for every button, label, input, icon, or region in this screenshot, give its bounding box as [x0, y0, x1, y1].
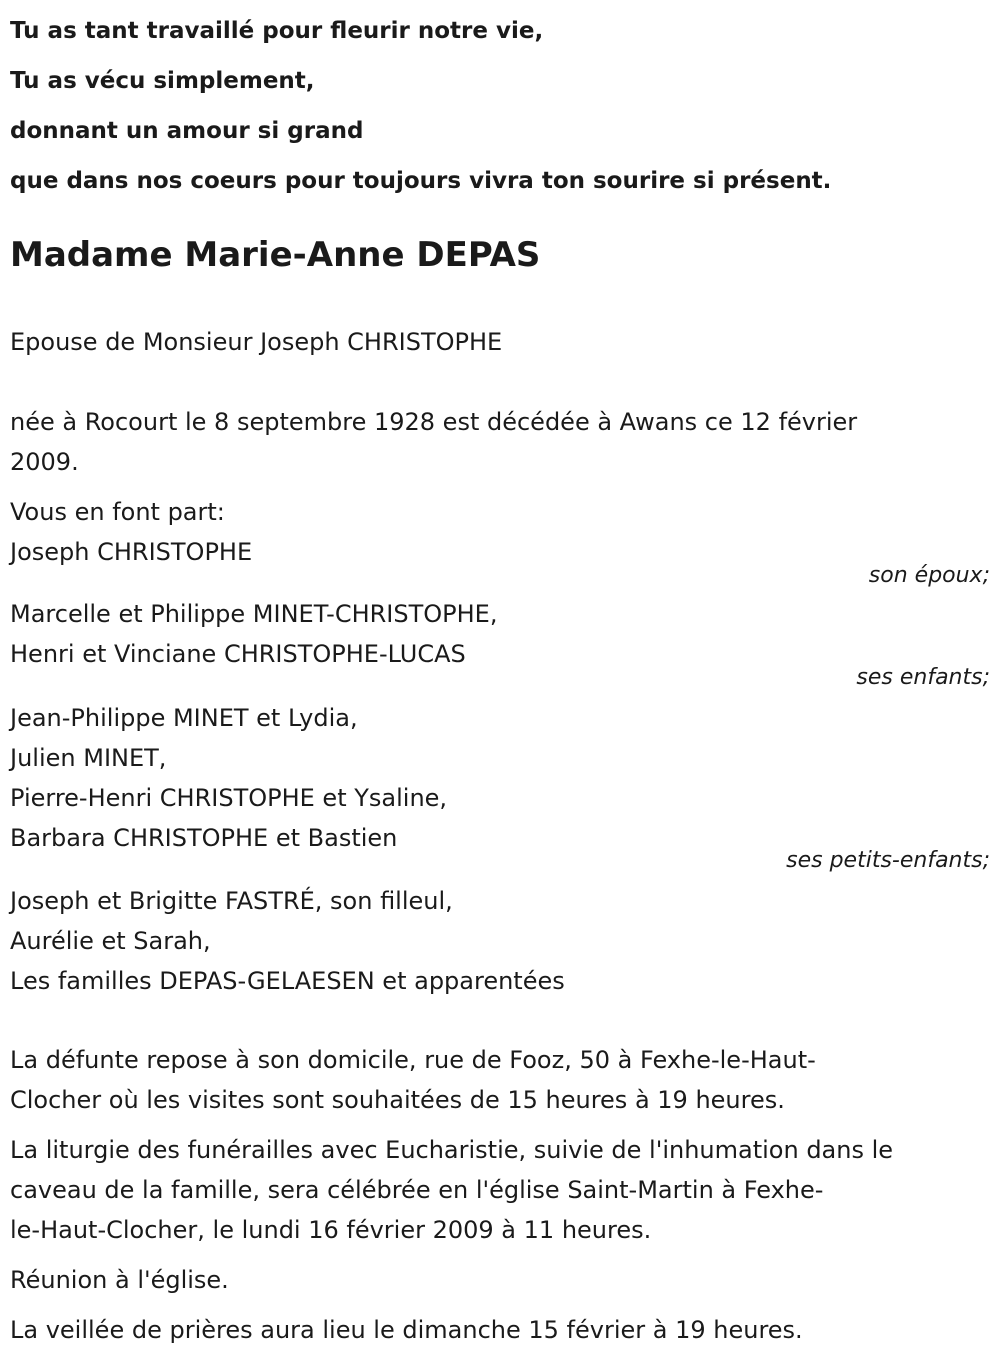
role-children: ses enfants;	[856, 665, 990, 690]
poem-line: donnant un amour si grand	[10, 118, 364, 144]
liturgy-info: La liturgie des funérailles avec Eucharistie, suivie de l'inhumation dans le caveau de la famille, sera célébrée en l'église Saint-Martin à Fexhe- le-Haut-Clocher, le lundi 16 février 2009 à 11 heures.	[10, 1136, 894, 1244]
poem-line: Tu as tant travaillé pour fleurir notre vie,	[10, 18, 544, 44]
family-grandchildren	[10, 698, 988, 858]
poem-line: que dans nos coeurs pour toujours vivra ton sourire si présent.	[10, 168, 832, 194]
family-others	[10, 881, 988, 1001]
family-name: Barbara CHRISTOPHE et Bastien	[10, 824, 398, 852]
role-grandchildren: ses petits-enfants;	[786, 848, 990, 873]
poem-line: Tu as vécu simplement,	[10, 68, 315, 94]
family-name: Joseph CHRISTOPHE	[10, 538, 253, 566]
family-name: Marcelle et Philippe MINET-CHRISTOPHE,	[10, 600, 498, 628]
rest-info: La défunte repose à son domicile, rue de Fooz, 50 à Fexhe-le-Haut- Clocher où les visites sont souhaitées de 15 heures à 19 heures.	[10, 1046, 816, 1114]
family-name: Pierre-Henri CHRISTOPHE et Ysaline,	[10, 784, 448, 812]
family-children	[10, 594, 988, 674]
poem	[10, 6, 990, 206]
deceased-name: Madame Marie-Anne DEPAS	[10, 235, 541, 275]
announce-intro: Vous en font part:	[10, 498, 225, 526]
family-name: Henri et Vinciane CHRISTOPHE-LUCAS	[10, 640, 466, 668]
family-spouse	[10, 532, 988, 572]
family-name: Jean-Philippe MINET et Lydia,	[10, 704, 358, 732]
family-name: Joseph et Brigitte FASTRÉ, son filleul,	[10, 887, 453, 915]
vigil-info: La veillée de prières aura lieu le dimanche 15 février à 19 heures.	[10, 1316, 803, 1344]
birth-death: née à Rocourt le 8 septembre 1928 est décédée à Awans ce 12 février 2009.	[10, 408, 858, 476]
family-name: Les familles DEPAS-GELAESEN et apparentées	[10, 967, 565, 995]
family-name: Aurélie et Sarah,	[10, 927, 211, 955]
spouse-line: Epouse de Monsieur Joseph CHRISTOPHE	[10, 328, 503, 356]
role-spouse: son époux;	[868, 563, 990, 588]
reunion-info: Réunion à l'église.	[10, 1266, 229, 1294]
family-name: Julien MINET,	[10, 744, 167, 772]
